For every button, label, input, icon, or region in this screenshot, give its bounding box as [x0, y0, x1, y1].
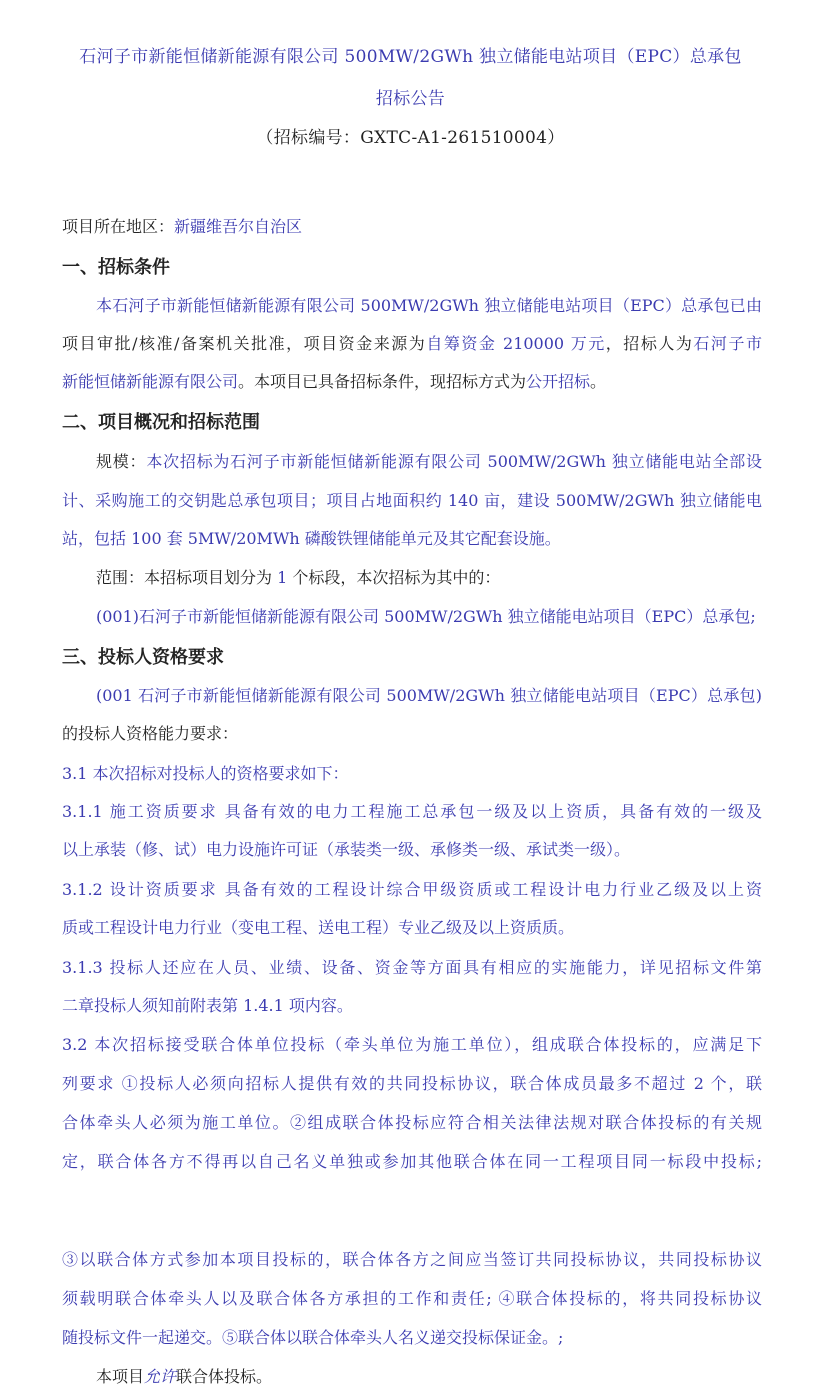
consortium-allowed-line	[96, 1364, 762, 1387]
region-label: 项目所在地区：	[62, 217, 175, 236]
section-3-heading: 三、投标人资格要求	[62, 647, 224, 668]
scale-text-1: 本次招标为石河子市新能恒储新能源有限公司 500MW/2GWh 独立储能电站全部设	[146, 452, 762, 471]
scope-text-b: 个标段，本次招标为其中的：	[292, 568, 501, 587]
section-1-line-2-c: ，招标人为	[605, 334, 694, 353]
title-line-1: 石河子市新能恒储新能源有限公司 500MW/2GWh 独立储能电站项目（EPC）总承包	[79, 47, 742, 67]
tender-method: 公开招标	[526, 372, 591, 391]
lot-line: (001)石河子市新能恒储新能源有限公司 500MW/2GWh 独立储能电站项目（EPC）总承包;	[96, 607, 756, 626]
section-1-line-3-b: 。本项目已具备招标条件，现招标方式为	[238, 372, 527, 391]
req-3-2-line-1: 3.2 本次招标接受联合体单位投标（牵头单位为施工单位），组成联合体投标的，应满足下	[62, 1035, 762, 1054]
req-3-2-line-7: 随投标文件一起递交。⑤联合体以联合体牵头人名义递交投标保证金。;	[62, 1328, 564, 1347]
req-3-2-line-4: 定，联合体各方不得再以自己名义单独或参加其他联合体在同一工程项目同一标段中投标;	[62, 1152, 762, 1171]
scale-line-1	[96, 449, 762, 472]
section-1-line-2	[62, 331, 762, 354]
req-3-1: 3.1 本次招标对投标人的资格要求如下：	[62, 764, 349, 783]
region-value: 新疆维吾尔自治区	[174, 217, 303, 236]
req-3-2-line-5: ③以联合体方式参加本项目投标的，联合体各方之间应当签订共同投标协议，共同投标协议	[62, 1250, 762, 1269]
req-3-1-2-line-2: 质或工程设计电力行业（变电工程、送电工程）专业乙级及以上资质质。	[62, 918, 575, 937]
scale-line-2: 计、采购施工的交钥匙总承包项目；项目占地面积约 140 亩，建设 500MW/2GWh 独立储能电	[62, 491, 762, 510]
consortium-allowed-value: 允许	[144, 1367, 177, 1386]
scale-line-3: 站，包括 100 套 5MW/20MWh 磷酸铁锂储能单元及其它配套设施。	[62, 529, 561, 548]
scope-label: 范围：	[96, 568, 145, 587]
req-3-2-line-6: 须载明联合体牵头人以及联合体各方承担的工作和责任; ④联合体投标的，将共同投标协议	[62, 1289, 762, 1308]
req-3-1-1-line-1: 3.1.1 施工资质要求 具备有效的电力工程施工总承包一级及以上资质，具备有效的一级及	[62, 802, 762, 821]
tenderer-name-part-2: 新能恒储新能源有限公司	[62, 372, 239, 391]
project-region	[62, 214, 762, 237]
tender-number: （招标编号：GXTC-A1-261510004）	[256, 128, 565, 148]
tenderer-name-part-1: 石河子市	[693, 334, 762, 353]
scope-line	[96, 565, 762, 588]
title-line-2: 招标公告	[375, 89, 446, 109]
consortium-text-c: 联合体投标。	[176, 1367, 273, 1386]
section-1-line-3	[62, 369, 762, 392]
section-2-heading: 二、项目概况和招标范围	[62, 412, 260, 433]
req-3-1-2-line-1: 3.1.2 设计资质要求 具备有效的工程设计综合甲级资质或工程设计电力行业乙级及以上资	[62, 880, 762, 899]
req-3-2-line-3: 合体牵头人必须为施工单位。②组成联合体投标应符合相关法律法规对联合体投标的有关规	[62, 1113, 762, 1132]
funding-source: 自筹资金 210000 万元	[426, 334, 606, 353]
section-1-line-2-a: 项目审批/核准/备案机关批准，项目资金来源为	[62, 334, 427, 353]
scale-label: 规模：	[96, 452, 147, 471]
scope-text-a: 本招标项目划分为	[144, 568, 273, 587]
req-3-1-3-line-1: 3.1.3 投标人还应在人员、业绩、设备、资金等方面具有相应的实施能力，详见招标文件第	[62, 958, 762, 977]
section-1-line-3-d: 。	[590, 372, 607, 391]
lot-qualification-line-1: (001 石河子市新能恒储新能源有限公司 500MW/2GWh 独立储能电站项目（EPC）总承包)	[96, 686, 762, 705]
req-3-2-line-2: 列要求 ①投标人必须向招标人提供有效的共同投标协议，联合体成员最多不超过 2 个，联	[62, 1074, 762, 1093]
consortium-text-a: 本项目	[96, 1367, 145, 1386]
req-3-1-3-line-2: 二章投标人须知前附表第 1.4.1 项内容。	[62, 996, 353, 1015]
section-1-heading: 一、招标条件	[62, 257, 170, 278]
section-1-line-1: 本石河子市新能恒储新能源有限公司 500MW/2GWh 独立储能电站项目（EPC）总承包已由	[96, 296, 762, 315]
lot-qualification-line-2: 的投标人资格能力要求：	[62, 724, 239, 743]
req-3-1-1-line-2: 以上承装（修、试）电力设施许可证（承装类一级、承修类一级、承试类一级）。	[62, 840, 631, 859]
lot-count: 1	[277, 568, 288, 587]
